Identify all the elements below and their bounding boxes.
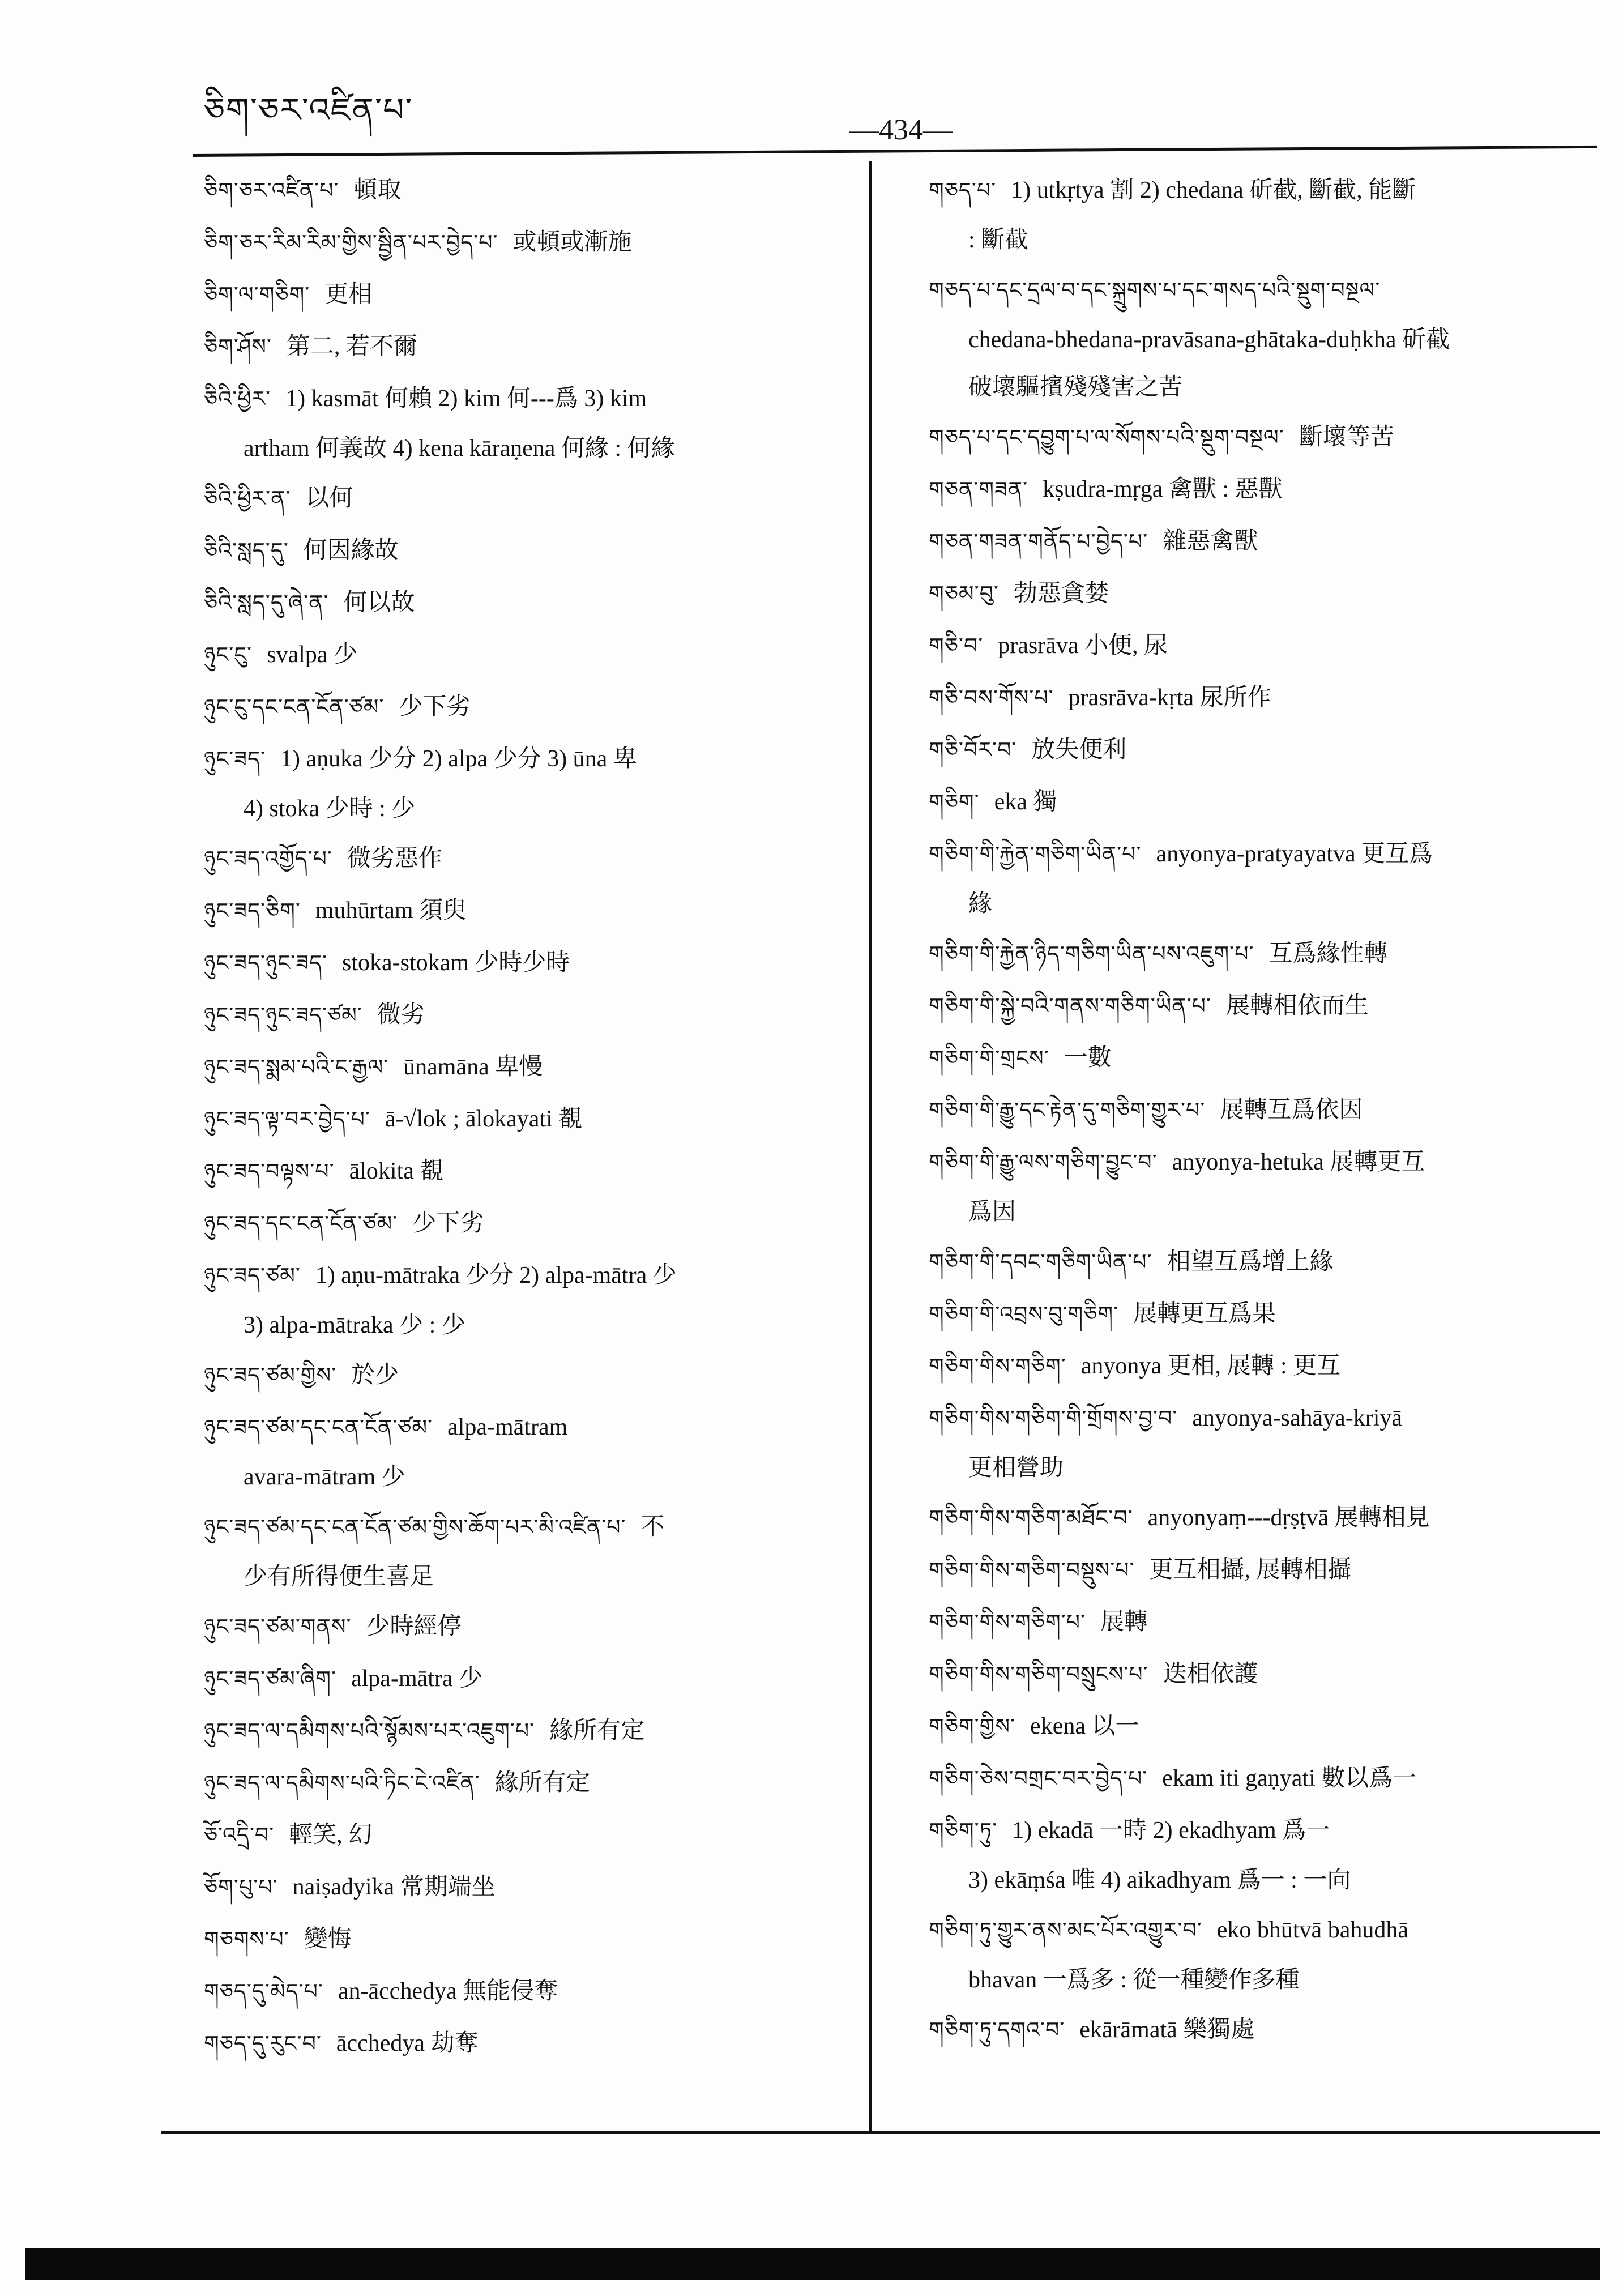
gloss: 緣所有定: [549, 1718, 645, 1744]
headword-tibetan: ཉུང་ཟད་ཉུང་ཟད་ཙམ་: [204, 1002, 362, 1027]
headword-tibetan: གཅིག་གི་རྐྱེན་གཅིག་ཡིན་པ་: [929, 842, 1142, 867]
dictionary-entry: [204, 1913, 855, 1965]
gloss: 勃惡貪婪: [1013, 581, 1109, 607]
dictionary-entry: [204, 524, 855, 577]
headword-tibetan: གཅི་བོར་བ་: [929, 737, 1017, 762]
dictionary-entry: [204, 321, 855, 373]
headword-tibetan: གཅིག་གི་རྒྱུ་ལས་གཅིག་བྱུང་བ་: [929, 1150, 1158, 1175]
headword-tibetan: ཅིག་ཤོས་: [204, 334, 272, 359]
headword-tibetan: གཅི་བས་གོས་པ་: [929, 685, 1054, 710]
dictionary-entry: [929, 1904, 1586, 2004]
dictionary-entry: [929, 1032, 1586, 1084]
headword-tibetan: ཅིའི་ཕྱིར་: [204, 386, 271, 411]
gloss: 微劣惡作: [347, 846, 442, 872]
gloss: 展轉相依而生: [1225, 993, 1369, 1019]
scan-edge-bar: [25, 2248, 1600, 2280]
dictionary-entry: [204, 472, 855, 524]
dictionary-entry: [929, 463, 1586, 515]
dictionary-entry: [929, 1492, 1586, 1544]
dictionary-entry: [929, 264, 1586, 411]
gloss: 放失便利: [1031, 737, 1127, 763]
gloss: ekārāmatā 樂獨處: [1079, 2017, 1255, 2043]
dictionary-entry: [929, 672, 1586, 724]
gloss: prasrāva-kṛta 尿所作: [1068, 685, 1271, 711]
gloss: anyonyaṃ---dṛṣṭvā 展轉相見: [1147, 1505, 1430, 1531]
headword-tibetan: གཅད་པ་: [929, 178, 997, 203]
gloss: muhūrtam 須臾: [315, 898, 467, 924]
dictionary-entry: [204, 1249, 855, 1349]
gloss: svalpa 少: [267, 642, 357, 668]
gloss: 1) aṇu-mātraka 少分 2) alpa-mātra 少: [315, 1262, 677, 1288]
headword-tibetan: ཅིག་ཅར་རིམ་རིམ་གྱིས་སྦྱིན་པར་བྱེད་པ་: [204, 230, 498, 255]
gloss-continuation: bhavan 一爲多 : 從一種變作多種: [968, 1967, 1300, 1993]
headword-tibetan: གཅིག་ཏུ་དགའ་བ་: [929, 2017, 1065, 2042]
gloss: 一數: [1064, 1045, 1112, 1071]
dictionary-entry: [929, 1648, 1586, 1700]
dictionary-entry: [929, 1804, 1586, 1904]
gloss: 頓取: [353, 177, 402, 203]
headword-tibetan: གཅན་གཟན་གནོད་པ་བྱེད་པ་: [929, 529, 1148, 554]
gloss: 何以故: [343, 590, 415, 616]
dictionary-entry: [204, 216, 855, 268]
headword-tibetan: ཉུང་ཟད་ཅིག་: [204, 898, 301, 923]
dictionary-entry: [204, 1093, 855, 1145]
gloss: 更互相攝, 展轉相攝: [1149, 1557, 1352, 1583]
headword-tibetan: གཅད་དུ་རུང་བ་: [204, 2031, 322, 2056]
left-column: [204, 164, 855, 2069]
dictionary-entry: [204, 885, 855, 937]
dictionary-entry: [204, 1653, 855, 1705]
headword-tibetan: གཅིག་གིས་གཅིག་གི་གྲོགས་བྱ་བ་: [929, 1406, 1178, 1431]
gloss: anyonya-hetuka 展轉更互: [1172, 1149, 1425, 1175]
dictionary-entry: [929, 567, 1586, 620]
dictionary-entry: [929, 2004, 1586, 2056]
gloss: 1) kasmāt 何賴 2) kim 何---爲 3) kim: [285, 386, 647, 412]
gloss-continuation: avara-mātram 少: [244, 1464, 405, 1490]
dictionary-entry: [929, 828, 1586, 928]
headword-tibetan: ཉུང་ཟད་འགྱོད་པ་: [204, 846, 332, 871]
dictionary-entry: [929, 620, 1586, 672]
dictionary-entry: [204, 1757, 855, 1809]
headword-tibetan: ཅིག་ལ་གཅིག་: [204, 282, 310, 307]
headword-tibetan: གཅིག་གིས་གཅིག་བསྡུས་པ་: [929, 1557, 1135, 1582]
headword-tibetan: ཉུང་ཟད་ཙམ་གྱིས་: [204, 1363, 337, 1388]
headword-tibetan: ཉུང་ཟད་ཙམ་དང་ངན་ངོན་ཙམ་: [204, 1415, 433, 1440]
gloss: 更相: [324, 281, 373, 308]
headword-tibetan: ཉུང་ཟད་ཙམ་: [204, 1263, 301, 1288]
gloss-continuation: 少有所得便生喜足: [244, 1564, 434, 1590]
gloss: eko bhūtvā bahudhā: [1216, 1917, 1408, 1943]
headword-tibetan: ཉུང་ཟད་ཙམ་དང་ངན་ངོན་ཙམ་གྱིས་ཆོག་པར་མི་འཛིན་པ་: [204, 1514, 626, 1539]
dictionary-entry: [204, 373, 855, 472]
headword-tibetan: གཅིག་གི་སྐྱེ་བའི་གནས་གཅིག་ཡིན་པ་: [929, 993, 1211, 1018]
running-head: ཅིག་ཅར་འཛིན་པ་: [204, 91, 413, 129]
headword-tibetan: གཅིག་ཏུ་: [929, 1818, 998, 1843]
dictionary-entry: [204, 937, 855, 989]
gloss: ācchedya 劫奪: [336, 2030, 479, 2056]
headword-tibetan: ཅིའི་སླད་དུ་: [204, 538, 289, 563]
dictionary-entry: [204, 1349, 855, 1401]
gloss: 互爲緣性轉: [1268, 941, 1388, 967]
headword-tibetan: གཅིག་གི་འབྲས་བུ་གཅིག་: [929, 1301, 1119, 1326]
dictionary-entry: [204, 1861, 855, 1913]
right-column: [929, 164, 1586, 2056]
gloss: 第二, 若不爾: [286, 334, 417, 360]
dictionary-entry: [204, 2017, 855, 2069]
gloss: stoka-stokam 少時少時: [341, 950, 570, 976]
dictionary-entry: [929, 1084, 1586, 1136]
gloss-continuation: 破壞驅擯殘殘害之苦: [968, 374, 1183, 400]
gloss: 1) aṇuka 少分 2) alpa 少分 3) ūna 卑: [280, 746, 637, 772]
gloss: eka 獨: [994, 789, 1057, 815]
gloss: 1) utkṛtya 割 2) chedana 斫截, 斷截, 能斷: [1011, 177, 1416, 203]
gloss-continuation: 更相營助: [968, 1455, 1064, 1481]
headword-tibetan: གཅིག་: [929, 789, 980, 814]
gloss: 緣所有定: [494, 1770, 590, 1796]
gloss: 不: [640, 1514, 665, 1540]
headword-tibetan: གཅི་བ་: [929, 633, 984, 658]
dictionary-entry: [204, 681, 855, 733]
headword-tibetan: ཅིའི་སླད་དུ་ཞེ་ན་: [204, 590, 329, 615]
gloss: anyonya-pratyayatva 更互爲: [1156, 841, 1433, 867]
gloss-continuation: 爲因: [968, 1199, 1016, 1225]
dictionary-entry: [929, 411, 1586, 463]
dictionary-entry: [204, 989, 855, 1041]
dictionary-entry: [929, 1392, 1586, 1492]
gloss: 少下劣: [399, 694, 471, 720]
gloss-continuation: chedana-bhedana-pravāsana-ghātaka-duḥkha 斫截: [968, 327, 1450, 353]
dictionary-entry: [204, 577, 855, 629]
dictionary-entry: [204, 1145, 855, 1197]
dictionary-entry: [929, 1236, 1586, 1288]
headword-tibetan: ཉུང་ཟད་དང་ངན་ངོན་ཙམ་: [204, 1211, 398, 1236]
gloss: 微劣: [377, 1002, 425, 1028]
gloss: 何因緣故: [303, 537, 399, 564]
column-divider: [869, 161, 872, 2132]
dictionary-entry: [204, 1705, 855, 1757]
headword-tibetan: གཅིག་གིས་གཅིག་བསྲུངས་པ་: [929, 1662, 1148, 1687]
gloss: 少下劣: [412, 1210, 484, 1236]
dictionary-entry: [204, 268, 855, 321]
gloss: 於少: [351, 1362, 399, 1388]
dictionary-entry: [204, 1965, 855, 2017]
gloss: 展轉: [1100, 1609, 1148, 1635]
headword-tibetan: ཅིག་ཅར་འཛིན་པ་: [204, 178, 339, 203]
dictionary-entry: [204, 164, 855, 216]
dictionary-entry: [204, 1401, 855, 1501]
dictionary-entry: [204, 1197, 855, 1249]
gloss-continuation: 3) alpa-mātraka 少 : 少: [244, 1312, 465, 1338]
headword-tibetan: གཅད་དུ་མེད་པ་: [204, 1979, 323, 2004]
gloss: 變悔: [304, 1926, 352, 1952]
dictionary-entry: [204, 1041, 855, 1093]
headword-tibetan: གཅིག་གི་དབང་གཅིག་ཡིན་པ་: [929, 1249, 1152, 1274]
headword-tibetan: ཉུང་ཟད་སྨམ་པའི་ང་རྒྱལ་: [204, 1055, 389, 1079]
gloss: an-ācchedya 無能侵奪: [338, 1978, 558, 2004]
gloss: 1) ekadā 一時 2) ekadhyam 爲一: [1012, 1817, 1330, 1843]
headword-tibetan: ཅོག་པུ་པ་: [204, 1875, 278, 1900]
gloss: alpa-mātra 少: [351, 1666, 483, 1692]
headword-tibetan: གཅན་གཟན་: [929, 477, 1028, 502]
dictionary-entry: [929, 1340, 1586, 1392]
gloss: 迭相依護: [1163, 1661, 1258, 1687]
headword-tibetan: ཉུང་ངུ་དང་ངན་ངོན་ཙམ་: [204, 694, 385, 719]
gloss: ekena 以一: [1030, 1713, 1139, 1739]
gloss: naiṣadyika 常期端坐: [292, 1874, 496, 1900]
dictionary-entry: [929, 928, 1586, 980]
headword-tibetan: གཅམ་བུ་: [929, 581, 999, 606]
gloss: 展轉互爲依因: [1220, 1097, 1363, 1123]
gloss: 輕笑, 幻: [289, 1822, 373, 1848]
dictionary-entry: [929, 776, 1586, 828]
bottom-rule: [161, 2131, 1600, 2134]
dictionary-entry: [204, 1809, 855, 1861]
headword-tibetan: གཅིག་གི་གྲངས་: [929, 1045, 1049, 1070]
headword-tibetan: གཅགས་པ་: [204, 1927, 289, 1952]
gloss-continuation: artham 何義故 4) kena kāraṇena 何緣 : 何緣: [244, 436, 675, 462]
gloss: ūnamāna 卑慢: [403, 1054, 543, 1080]
dictionary-entry: [929, 980, 1586, 1032]
dictionary-entry: [929, 724, 1586, 776]
dictionary-entry: [929, 1136, 1586, 1236]
gloss: 或頓或漸施: [512, 229, 632, 255]
gloss: ālokita 覩: [349, 1158, 444, 1184]
headword-tibetan: ཉུང་ཟད་: [204, 746, 266, 771]
headword-tibetan: གཅིག་གི་རྒྱུ་དང་རྟེན་དུ་གཅིག་གྱུར་པ་: [929, 1098, 1206, 1123]
gloss: kṣudra-mṛga 禽獸 : 惡獸: [1043, 476, 1283, 502]
gloss-continuation: 3) ekāṃśa 唯 4) aikadhyam 爲一 : 一向: [968, 1867, 1351, 1893]
headword-tibetan: གཅིག་གིས་གཅིག་པ་: [929, 1610, 1086, 1634]
headword-tibetan: ཉུང་ཟད་ཙམ་གནས་: [204, 1614, 352, 1639]
gloss: 相望互爲增上緣: [1167, 1249, 1334, 1275]
headword-tibetan: གཅིག་གི་རྐྱེན་ཉིད་གཅིག་ཡིན་པས་འཇུག་པ་: [929, 941, 1254, 966]
gloss: 少時經停: [366, 1614, 462, 1640]
dictionary-entry: [929, 1596, 1586, 1648]
gloss: 斷壞等苦: [1299, 424, 1394, 450]
headword-tibetan: གཅད་པ་དང་དྲལ་བ་དང་སྐྲུགས་པ་དང་གསད་པའི་སྡུག་བསྔལ་: [929, 278, 1381, 302]
dictionary-entry: [929, 1544, 1586, 1596]
gloss-continuation: : 斷截: [968, 227, 1029, 253]
dictionary-entry: [929, 164, 1586, 264]
headword-tibetan: གཅིག་གྱིས་: [929, 1714, 1016, 1739]
gloss: prasrāva 小便, 尿: [998, 633, 1168, 659]
dictionary-entry: [929, 1700, 1586, 1752]
headword-tibetan: ཉུང་ཟད་ཙམ་ཞིག་: [204, 1666, 336, 1691]
headword-tibetan: གཅིག་གིས་གཅིག་མཐོང་བ་: [929, 1505, 1133, 1530]
gloss: alpa-mātram: [447, 1414, 568, 1440]
dictionary-entry: [204, 1501, 855, 1601]
headword-tibetan: ཉུང་ཟད་ལ་དམིགས་པའི་ཏིང་ངེ་འཛིན་: [204, 1770, 480, 1795]
dictionary-entry: [204, 1601, 855, 1653]
headword-tibetan: ཉུང་ཟད་ལ་དམིགས་པའི་སྙོམས་པར་འཇུག་པ་: [204, 1718, 535, 1743]
headword-tibetan: ཉུང་ཟད་ཉུང་ཟད་: [204, 950, 327, 975]
gloss: 雜惡禽獸: [1163, 528, 1258, 554]
headword-tibetan: ཉུང་ཟད་བལྟས་པ་: [204, 1159, 335, 1184]
headword-tibetan: ཅིའི་ཕྱིར་ན་: [204, 486, 291, 511]
gloss: anyonya-sahāya-kriyā: [1192, 1405, 1403, 1431]
dictionary-entry: [204, 733, 855, 833]
page-number: —434—: [849, 114, 953, 146]
headword-tibetan: ཉུང་ངུ་: [204, 642, 253, 667]
headword-tibetan: གཅིག་ཏུ་གྱུར་ནས་མང་པོར་འགྱུར་བ་: [929, 1918, 1202, 1943]
gloss: anyonya 更相, 展轉 : 更互: [1080, 1353, 1341, 1379]
dictionary-entry: [929, 1752, 1586, 1804]
gloss: 以何: [305, 485, 353, 511]
headword-tibetan: ཉུང་ཟད་ལྟ་བར་བྱེད་པ་: [204, 1107, 370, 1132]
gloss-continuation: 4) stoka 少時 : 少: [244, 796, 416, 822]
dictionary-entry: [204, 833, 855, 885]
dictionary-entry: [929, 515, 1586, 567]
gloss: ekam iti gaṇyati 數以爲一: [1162, 1765, 1417, 1791]
headword-tibetan: གཅད་པ་དང་དབྱུག་པ་ལ་སོགས་པའི་སྡུག་བསྔལ་: [929, 425, 1284, 450]
dictionary-entry: [929, 1288, 1586, 1340]
dictionary-entry: [204, 629, 855, 681]
headword-tibetan: གཅིག་གིས་གཅིག་: [929, 1354, 1066, 1379]
headword-tibetan: གཅིག་ཅེས་བགྲང་བར་བྱེད་པ་: [929, 1766, 1148, 1791]
gloss: ā-√lok ; ālokayati 覩: [385, 1106, 583, 1132]
headword-tibetan: ཅོ་འདྲི་བ་: [204, 1823, 275, 1847]
gloss: 展轉更互爲果: [1133, 1301, 1276, 1327]
gloss-continuation: 緣: [968, 891, 993, 917]
